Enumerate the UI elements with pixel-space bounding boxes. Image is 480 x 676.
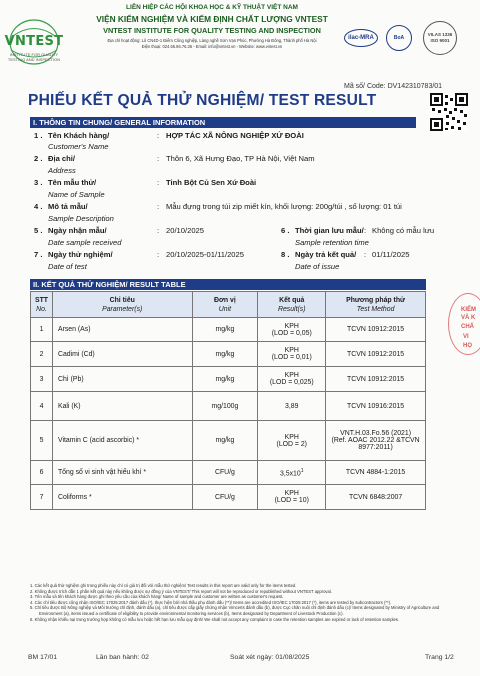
letterhead	[0, 0, 480, 82]
document-code: Mã số/ Code: DV142310783/01	[344, 83, 443, 90]
issue-date-value: 01/11/2025	[372, 250, 410, 259]
table-row: 4 Kali (K) mg/100g 3,89 TCVN 10916:2015	[31, 392, 426, 421]
note-item: 3. Tên mẫu và tên khách hàng được ghi theo yêu cầu của khách hàng/ Name of sample and customer are written as customer's request.	[30, 594, 284, 600]
note-item: 5. Chỉ tiêu được Bộ Nông nghiệp và Môi trường chỉ định, đánh dấu (a), chỉ tiêu được cấp giấy chứng nhận Vimcerts đánh dấu (b), được Cục chăn nuôi chỉ định đánh dấu (c)/ Items designated by Ministry of Agriculture and Environment (a), items issued a certificate of eligibility to provide environmental monitoring services (b), Items designated by Department of Livestock Production (c).	[30, 605, 440, 616]
date-received-value: 20/10/2025	[166, 226, 205, 235]
result-table	[30, 291, 426, 510]
logo-text: VNTEST	[4, 34, 64, 49]
section-general-information: I. THÔNG TIN CHUNG/ GENERAL INFORMATION	[30, 117, 416, 128]
issue-number: Lần ban hành: 02	[96, 654, 149, 661]
review-date: Soát xét ngày: 01/08/2025	[230, 654, 310, 661]
table-row: 1 Arsen (As) mg/kg KPH (LOD = 0,05) TCVN 10912:2015	[31, 318, 426, 342]
customer-name-label: Tên Khách hàng/	[48, 131, 110, 140]
note-item: 4. Các chỉ tiêu được công nhận ISO/IEC 17025:2017 đánh dấu (*), thực hiện bởi nhà thầu phụ đánh dấu (**)/ Items are accredited ISO/IEC 17025:2017 (*), items are tested by subcontractors (**).	[30, 599, 392, 605]
qr-code-icon	[430, 93, 468, 131]
vntest-logo	[3, 16, 65, 68]
table-row: 2 Cadimi (Cd) mg/kg KPH (LOD = 0,01) TCVN 10912:2015	[31, 342, 426, 367]
test-date-value: 20/10/2025-01/11/2025	[166, 250, 244, 259]
document-page: VNTEST INSTITUTE FOR QUALITY TESTING AND INSPECTION LIÊN HIỆP CÁC HỘI KHOA HỌC & KỸ THUẬT VIỆT NAM VIỆN KIỂM NGHIỆM VÀ KIỂM ĐỊNH CHẤT LƯỢNG VNTEST VNTEST INSTITUTE FOR QUALITY TESTING AND INSPECTION Địa chỉ hoạt động: Lô CN4D-1 Điểm Công nghiệp, Làng nghề Sơn Vạn Phúc, Phường Hà Đông, Thành phố Hà Nội Điện thoại: 024.66.86.76.36 - Email: info@vntest.vn - Website: www.vntest.vn ilac-MRA BoA VILAS 1336 ISO 9001 Mã số/ Code: DV142310783/01 PHIẾU KẾT QUẢ THỬ NGHIỆM/ TEST RESULT I. THÔNG TIN CHUNG/ GENERAL INFORMATION 1 . Tên Khách hàng/ Customer's Name : HỢP TÁC XÃ NÔNG NGHIỆP XỨ ĐOÀI 2 . Địa chỉ/ Address : Thôn 6, Xã Hưng Đạo, TP Hà Nội, Việt Nam 3 . Tên mẫu thử/ Name of Sample : Tinh Bột Củ Sen Xứ Đoài 4 . Mô tả mẫu/ Sample Description : Mẫu đựng trong túi zip miết kín, khối lượng: 200g/túi , số lượng: 01 túi 5 . Ngày nhận mẫu/ Date sample received : 20/10/2025 6 . Thời gian lưu mẫu/ Sample retention time : Không có mẫu lưu 7 . Ngày thử nghiệm/ Date of test : 20/10/2025-01/11/2025 8 . Ngày trả kết quả/ Date of issue : 01/11/2025 II. KẾT QUẢ THỬ NGHIỆM/ RESULT TABLE STT No. Chỉ tiêu Parameter(s) Đơn vị Unit Kết quả Result(s) Phương pháp thử Test Method 1 Arsen (As) mg/kg KPH (LOD = 0,05) TCVN 10912:2015 2 Cadimi (Cd) mg/kg KPH (LOD = 0,01) TCVN 10912:2015 3 Chì (Pb) mg/kg KPH (LOD = 0,025) TCVN 10912:2015 4 Kali (K) mg/100g 3,89 TCVN 10916:2015 5 Vitamin C (acid ascorbic) * mg/kg KPH (LOD = 2) VNT.H.03.Fo.56 (2021) (Ref. AOAC 2012.22 &TCVN 8977:2011) 6 Tổng số vi sinh vật hiếu khí * CFU/g $3,5x10^1$ TCVN 4884-1:2015 7 Coliforms * CFU/g KPH (LOD = 10) TCVN 6848:2007 KIỂM VÀ K CHẤ VI HỌ 1. Các kết quả thử nghiệm ghi trong phiếu này chỉ có giá trị đối với mẫu thử nghiệm/ Test results in this report are valid only for the items tested. 2. Không được trích dẫn 1 phần kết quả này nếu không được sự đồng ý của VNTEST/ This report will not be reproduced or republished without VNTEST approval. 3. Tên mẫu và tên khách hàng được ghi theo yêu cầu của khách hàng/ Name of sample and customer are written as customer's request. 4. Các chỉ tiêu được công nhận ISO/IEC 17025:2017 đánh dấu (*), thực hiện bởi nhà thầu phụ đánh dấu (**)/ Items are accredited ISO/IEC 17025:2017 (*), items are tested by subcontractors (**). 5. Chỉ tiêu được Bộ Nông nghiệp và Môi trường chỉ định, đánh dấu (a), chỉ tiêu được cấp giấy chứng nhận Vimcerts đánh dấu (b), được Cục chăn nuôi chỉ định đánh dấu (c)/ Items designated by Ministry of Agriculture and Environment (a), items issued a certificate of eligibility to provide environmental monitoring services (b), Items designated by Department of Livestock Production (c). 6. Không nhận khiếu nại trong trường hợp không có mẫu lưu hoặc hết hạn lưu mẫu quy định/ We shall not accept any complaint in case the retention samples are expired or lack of retention samples. BM 17/01 Lần ban hành: 02 Soát xét ngày: 01/08/2025 Trang 1/2	[0, 0, 480, 676]
sample-description-value: Mẫu đựng trong túi zip miết kín, khối lượng: 200g/túi , số lượng: 01 túi	[166, 202, 402, 211]
institute-name-en: VNTEST INSTITUTE FOR QUALITY TESTING AND INSPECTION	[103, 26, 321, 35]
institute-address: Địa chỉ hoạt động: Lô CN4D-1 Điểm Công nghiệp, Làng nghề Sơn Vạn Phúc, Phường Hà Đông, Thành phố Hà Nội	[107, 38, 317, 43]
header-result: Kết quả Result(s)	[258, 292, 326, 318]
retention-time-label: Thời gian lưu mẫu/	[295, 226, 364, 235]
customer-name-value: HỢP TÁC XÃ NÔNG NGHIỆP XỨ ĐOÀI	[166, 131, 304, 140]
sample-name-label: Tên mẫu thử/	[48, 178, 97, 187]
address-label: Địa chỉ/	[48, 154, 76, 163]
table-row: 3 Chì (Pb) mg/kg KPH (LOD = 0,025) TCVN 10912:2015	[31, 367, 426, 392]
red-seal-stamp: KIỂM VÀ K CHẤ VI HỌ	[448, 293, 480, 355]
date-received-label: Ngày nhận mẫu/	[48, 226, 107, 235]
note-item: 1. Các kết quả thử nghiệm ghi trong phiếu này chỉ có giá trị đối với mẫu thử nghiệm/ Test results in this report are valid only for the items tested.	[30, 583, 297, 588]
page-number: Trang 1/2	[425, 654, 454, 661]
document-title: PHIẾU KẾT QUẢ THỬ NGHIỆM/ TEST RESULT	[28, 92, 377, 109]
note-item: 2. Không được trích dẫn 1 phần kết quả này nếu không được sự đồng ý của VNTEST/ This report will not be reproduced or republished without VNTEST approval.	[30, 588, 332, 594]
ilac-mra-badge: ilac-MRA	[343, 18, 379, 58]
sample-description-label: Mô tả mẫu/	[48, 202, 88, 211]
vilas-iso-badge: VILAS 1336 ISO 9001	[420, 18, 460, 58]
issue-date-label: Ngày trả kết quả/	[295, 250, 357, 259]
table-row: 6 Tổng số vi sinh vật hiếu khí * CFU/g $3,5x10^1$ TCVN 4884-1:2015	[31, 461, 426, 485]
table-header-row	[31, 292, 426, 318]
header-method: Phương pháp thử Test Method	[326, 292, 426, 318]
form-code: BM 17/01	[28, 654, 58, 661]
table-row: 5 Vitamin C (acid ascorbic) * mg/kg KPH (LOD = 2) VNT.H.03.Fo.56 (2021) (Ref. AOAC 2012.22 &TCVN 8977:2011)	[31, 421, 426, 461]
table-row: 7 Coliforms * CFU/g KPH (LOD = 10) TCVN 6848:2007	[31, 485, 426, 510]
note-item: 6. Không nhận khiếu nại trong trường hợp không có mẫu lưu hoặc hết hạn lưu mẫu quy định/ We shall not accept any complaint in case the retention samples are expired or lack of retention samples.	[30, 616, 400, 622]
header-unit: Đơn vị Unit	[192, 292, 258, 318]
notes	[30, 583, 450, 622]
header-no: STT No.	[31, 292, 53, 318]
logo-subtitle: INSTITUTE FOR QUALITY TESTING AND INSPECTION	[7, 52, 61, 62]
address-value: Thôn 6, Xã Hưng Đạo, TP Hà Nội, Việt Nam	[166, 154, 315, 163]
test-date-label: Ngày thử nghiệm/	[48, 250, 113, 259]
boa-badge: BoA	[383, 18, 415, 58]
sample-name-value: Tinh Bột Củ Sen Xứ Đoài	[166, 178, 257, 187]
header-parameter: Chỉ tiêu Parameter(s)	[52, 292, 192, 318]
institute-name-vn: VIỆN KIỂM NGHIỆM VÀ KIỂM ĐỊNH CHẤT LƯỢNG VNTEST	[96, 14, 328, 24]
retention-time-value: Không có mẫu lưu	[372, 226, 435, 235]
union-name: LIÊN HIỆP CÁC HỘI KHOA HỌC & KỸ THUẬT VIỆT NAM	[126, 4, 298, 11]
section-result-table: II. KẾT QUẢ THỬ NGHIỆM/ RESULT TABLE	[30, 279, 426, 290]
institute-contact: Điện thoại: 024.66.86.76.36 - Email: info@vntest.vn - Website: www.vntest.vn	[141, 44, 283, 49]
